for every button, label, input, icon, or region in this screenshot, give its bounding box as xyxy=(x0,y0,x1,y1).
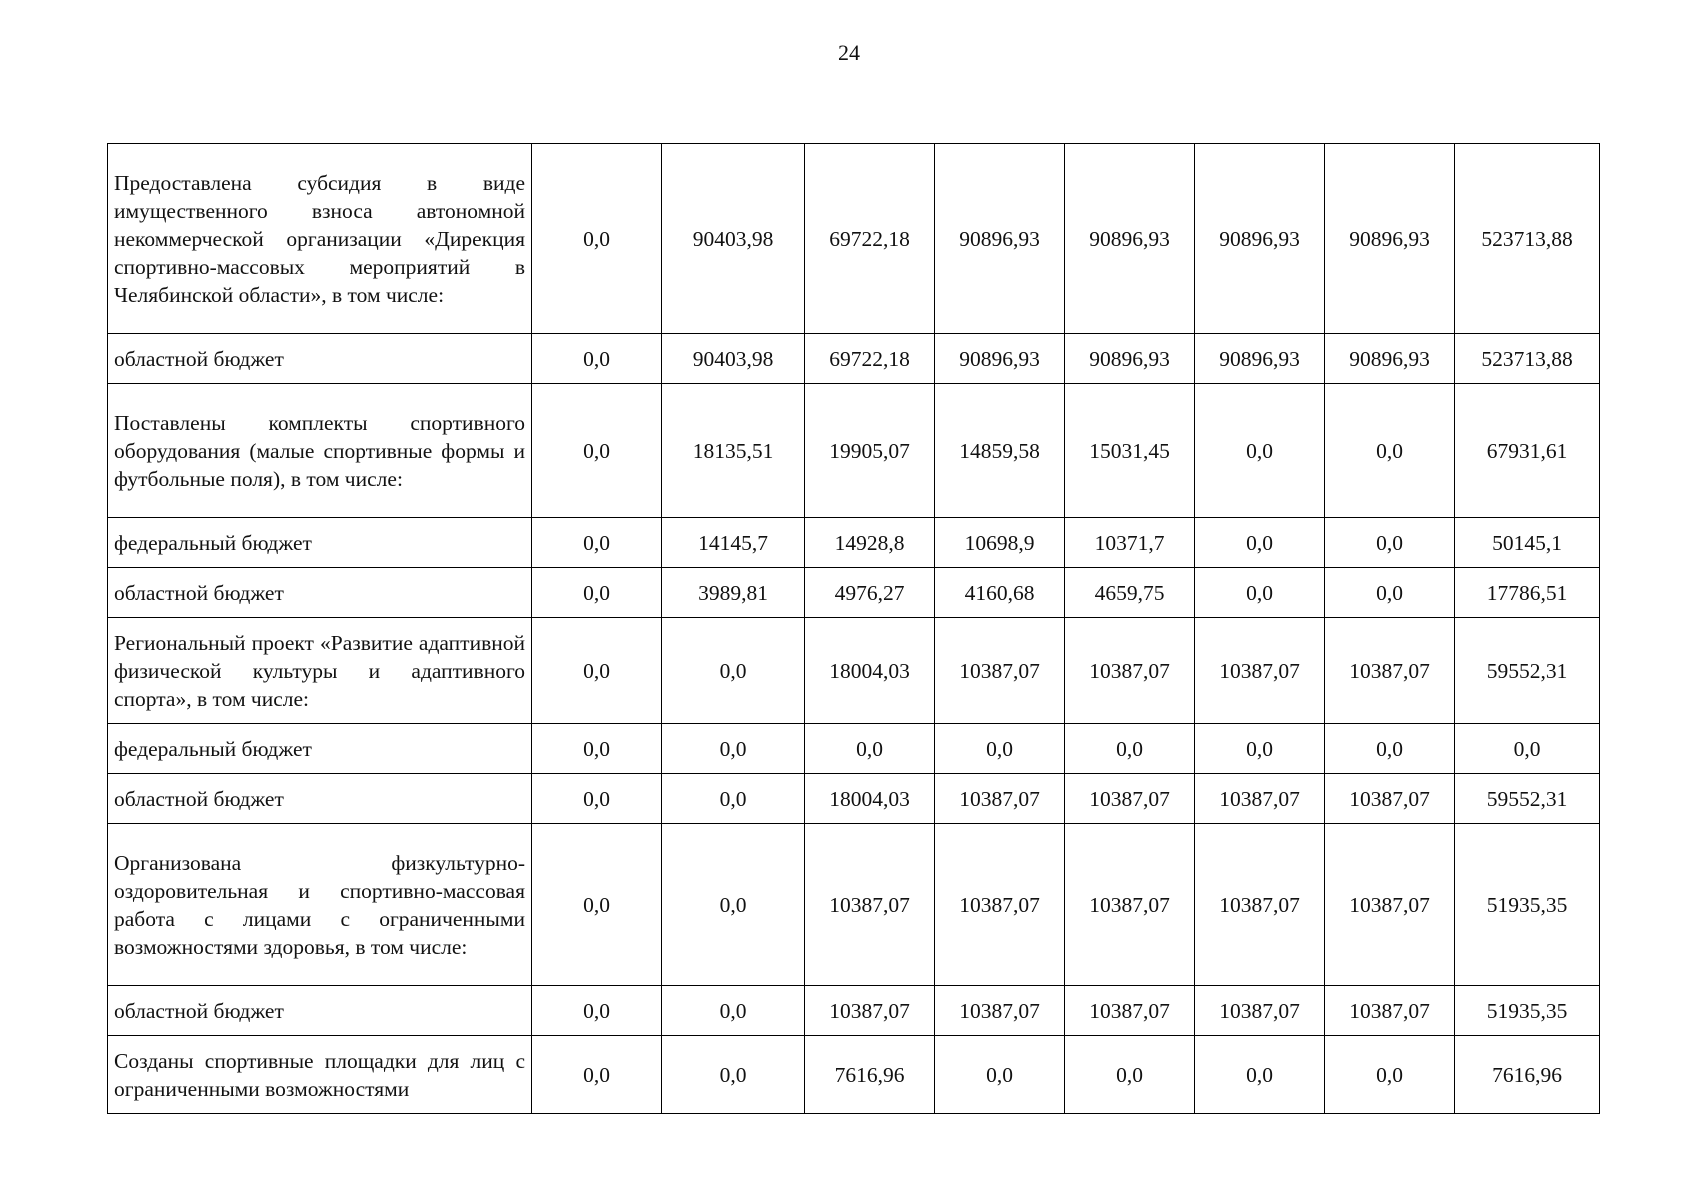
value-cell: 0,0 xyxy=(1195,384,1325,518)
value-cell: 0,0 xyxy=(805,724,935,774)
value-cell: 90403,98 xyxy=(662,334,805,384)
total-cell: 51935,35 xyxy=(1455,824,1600,986)
value-cell: 10387,07 xyxy=(1065,986,1195,1036)
total-cell: 7616,96 xyxy=(1455,1036,1600,1114)
value-cell: 0,0 xyxy=(532,144,662,334)
value-cell: 4160,68 xyxy=(935,568,1065,618)
row-label: Организована физкультурно-оздоровительная и спортивно-массовая работа с лицами с ограниченными возможностями здоровья, в том числе: xyxy=(108,824,532,986)
value-cell: 0,0 xyxy=(1195,724,1325,774)
value-cell: 0,0 xyxy=(532,824,662,986)
total-cell: 59552,31 xyxy=(1455,774,1600,824)
value-cell: 90896,93 xyxy=(1325,144,1455,334)
value-cell: 10387,07 xyxy=(1065,774,1195,824)
value-cell: 0,0 xyxy=(662,824,805,986)
value-cell: 90896,93 xyxy=(1325,334,1455,384)
value-cell: 10387,07 xyxy=(1195,824,1325,986)
table-row xyxy=(108,724,1600,774)
value-cell: 90403,98 xyxy=(662,144,805,334)
value-cell: 0,0 xyxy=(662,1036,805,1114)
value-cell: 0,0 xyxy=(532,334,662,384)
row-label: Региональный проект «Развитие адаптивной физической культуры и адаптивного спорта», в том числе: xyxy=(108,618,532,724)
value-cell: 10387,07 xyxy=(1065,824,1195,986)
value-cell: 10387,07 xyxy=(1325,618,1455,724)
value-cell: 10387,07 xyxy=(935,824,1065,986)
total-cell: 51935,35 xyxy=(1455,986,1600,1036)
value-cell: 10387,07 xyxy=(1195,774,1325,824)
value-cell: 4659,75 xyxy=(1065,568,1195,618)
value-cell: 0,0 xyxy=(532,774,662,824)
value-cell: 10387,07 xyxy=(1195,618,1325,724)
value-cell: 90896,93 xyxy=(1065,334,1195,384)
total-cell: 59552,31 xyxy=(1455,618,1600,724)
value-cell: 10387,07 xyxy=(1325,774,1455,824)
value-cell: 0,0 xyxy=(532,568,662,618)
value-cell: 0,0 xyxy=(532,986,662,1036)
budget-table xyxy=(107,143,1600,1114)
value-cell: 0,0 xyxy=(662,774,805,824)
total-cell: 50145,1 xyxy=(1455,518,1600,568)
value-cell: 90896,93 xyxy=(1195,144,1325,334)
total-cell: 0,0 xyxy=(1455,724,1600,774)
value-cell: 0,0 xyxy=(935,724,1065,774)
value-cell: 90896,93 xyxy=(935,144,1065,334)
value-cell: 10387,07 xyxy=(1325,986,1455,1036)
value-cell: 10387,07 xyxy=(935,774,1065,824)
row-label: Предоставлена субсидия в виде имущественного взноса автономной некоммерческой организации «Дирекция спортивно-массовых мероприятий в Челябинской области», в том числе: xyxy=(108,144,532,334)
value-cell: 14145,7 xyxy=(662,518,805,568)
value-cell: 69722,18 xyxy=(805,144,935,334)
value-cell: 10387,07 xyxy=(1065,618,1195,724)
value-cell: 0,0 xyxy=(532,724,662,774)
value-cell: 0,0 xyxy=(935,1036,1065,1114)
value-cell: 4976,27 xyxy=(805,568,935,618)
value-cell: 0,0 xyxy=(532,618,662,724)
value-cell: 0,0 xyxy=(1325,568,1455,618)
value-cell: 0,0 xyxy=(1325,724,1455,774)
value-cell: 10387,07 xyxy=(935,618,1065,724)
value-cell: 10698,9 xyxy=(935,518,1065,568)
total-cell: 523713,88 xyxy=(1455,144,1600,334)
value-cell: 19905,07 xyxy=(805,384,935,518)
value-cell: 10387,07 xyxy=(805,824,935,986)
value-cell: 7616,96 xyxy=(805,1036,935,1114)
value-cell: 90896,93 xyxy=(1065,144,1195,334)
row-label: Поставлены комплекты спортивного оборудования (малые спортивные формы и футбольные поля), в том числе: xyxy=(108,384,532,518)
table-row xyxy=(108,518,1600,568)
row-label: областной бюджет xyxy=(108,774,532,824)
value-cell: 0,0 xyxy=(662,618,805,724)
row-label: федеральный бюджет xyxy=(108,724,532,774)
value-cell: 14859,58 xyxy=(935,384,1065,518)
table-row xyxy=(108,824,1600,986)
value-cell: 0,0 xyxy=(1325,1036,1455,1114)
value-cell: 0,0 xyxy=(1195,1036,1325,1114)
value-cell: 18135,51 xyxy=(662,384,805,518)
total-cell: 67931,61 xyxy=(1455,384,1600,518)
value-cell: 0,0 xyxy=(1325,518,1455,568)
table-row xyxy=(108,568,1600,618)
table-row xyxy=(108,334,1600,384)
row-label: Созданы спортивные площадки для лиц с ограниченными возможностями xyxy=(108,1036,532,1114)
value-cell: 0,0 xyxy=(1195,568,1325,618)
row-label: областной бюджет xyxy=(108,568,532,618)
page-number: 24 xyxy=(838,40,860,65)
value-cell: 0,0 xyxy=(532,518,662,568)
total-cell: 17786,51 xyxy=(1455,568,1600,618)
table-row xyxy=(108,144,1600,334)
table-row xyxy=(108,384,1600,518)
value-cell: 90896,93 xyxy=(935,334,1065,384)
total-cell: 523713,88 xyxy=(1455,334,1600,384)
value-cell: 0,0 xyxy=(662,724,805,774)
value-cell: 10387,07 xyxy=(1195,986,1325,1036)
value-cell: 10387,07 xyxy=(1325,824,1455,986)
value-cell: 15031,45 xyxy=(1065,384,1195,518)
value-cell: 0,0 xyxy=(1065,724,1195,774)
value-cell: 69722,18 xyxy=(805,334,935,384)
table-row xyxy=(108,986,1600,1036)
value-cell: 10387,07 xyxy=(935,986,1065,1036)
value-cell: 18004,03 xyxy=(805,774,935,824)
value-cell: 0,0 xyxy=(662,986,805,1036)
value-cell: 0,0 xyxy=(1065,1036,1195,1114)
value-cell: 90896,93 xyxy=(1195,334,1325,384)
value-cell: 18004,03 xyxy=(805,618,935,724)
value-cell: 14928,8 xyxy=(805,518,935,568)
row-label: областной бюджет xyxy=(108,986,532,1036)
value-cell: 10371,7 xyxy=(1065,518,1195,568)
value-cell: 3989,81 xyxy=(662,568,805,618)
value-cell: 0,0 xyxy=(1325,384,1455,518)
value-cell: 0,0 xyxy=(532,384,662,518)
value-cell: 0,0 xyxy=(1195,518,1325,568)
value-cell: 10387,07 xyxy=(805,986,935,1036)
table-row xyxy=(108,618,1600,724)
row-label: областной бюджет xyxy=(108,334,532,384)
value-cell: 0,0 xyxy=(532,1036,662,1114)
table-row xyxy=(108,1036,1600,1114)
table-row xyxy=(108,774,1600,824)
row-label: федеральный бюджет xyxy=(108,518,532,568)
